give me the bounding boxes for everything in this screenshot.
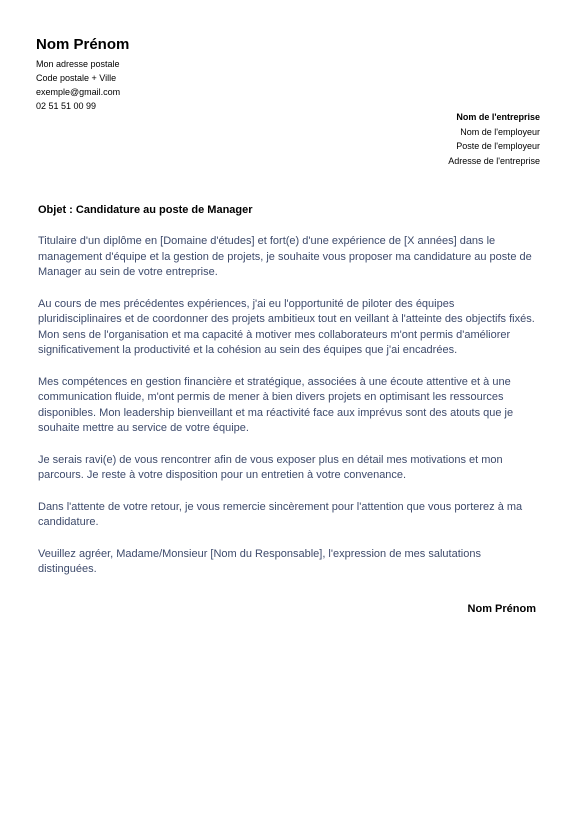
letter-paragraph-thanks: Dans l'attente de votre retour, je vous remercie sincèrement pour l'attention que vous porterez à ma candidature. bbox=[38, 500, 523, 528]
recipient-company: Nom de l'entreprise bbox=[456, 112, 540, 122]
recipient-block bbox=[320, 110, 540, 168]
recipient-employer-position: Poste de l'employeur bbox=[456, 141, 540, 151]
letter-subject: Objet : Candidature au poste de Manager bbox=[38, 204, 253, 216]
letter-signature: Nom Prénom bbox=[467, 603, 536, 615]
sender-name: Nom Prénom bbox=[36, 36, 130, 53]
letter-paragraph-closing: Veuillez agréer, Madame/Monsieur [Nom du Responsable], l'expression de mes salutations distinguées. bbox=[38, 547, 481, 575]
letter-paragraph-meeting: Je serais ravi(e) de vous rencontrer afin de vous exposer plus en détail mes motivations et mon parcours. Je reste à votre disposition pour un entretien à votre convenance. bbox=[38, 453, 503, 481]
letter-paragraph-experience: Au cours de mes précédentes expériences, j'ai eu l'opportunité de piloter des équipes pluridisciplinaires et de coordonner des projets ambitieux tout en veillant à l'atteinte des objectifs fixés. Mon sens de l'organisation et ma capacité à motiver mes collaborateurs m'ont permis d'améliorer significativement la productivité et la cohésion au sein des équipes que j'ai encadrées. bbox=[38, 297, 535, 356]
letter-paragraph-skills: Mes compétences en gestion financière et stratégique, associées à une écoute attentive et à une communication fluide, m'ont permis de mener à bien divers projets en optimisant les ressources disponibles. Mon leadership bienveillant et ma réactivité face aux imprévus sont des atouts que je souhaite mettre au service de votre équipe. bbox=[38, 375, 514, 434]
recipient-employer-name: Nom de l'employeur bbox=[460, 126, 540, 137]
letter-body bbox=[38, 234, 538, 594]
sender-block bbox=[36, 36, 296, 113]
sender-city: Code postale + Ville bbox=[36, 73, 117, 83]
recipient-company-address: Adresse de l'entreprise bbox=[448, 155, 540, 166]
letter-paragraph-intro: Titulaire d'un diplôme en [Domaine d'études] et fort(e) d'une expérience de [X années] dans le management d'équipe et la gestion de projets, je souhaite vous proposer ma candidature au poste de Manager au sein de votre entreprise. bbox=[38, 235, 532, 278]
sender-address: Mon adresse postale bbox=[36, 59, 120, 69]
sender-phone: 02 51 51 00 99 bbox=[36, 101, 97, 111]
sender-email: exemple@gmail.com bbox=[36, 87, 121, 97]
